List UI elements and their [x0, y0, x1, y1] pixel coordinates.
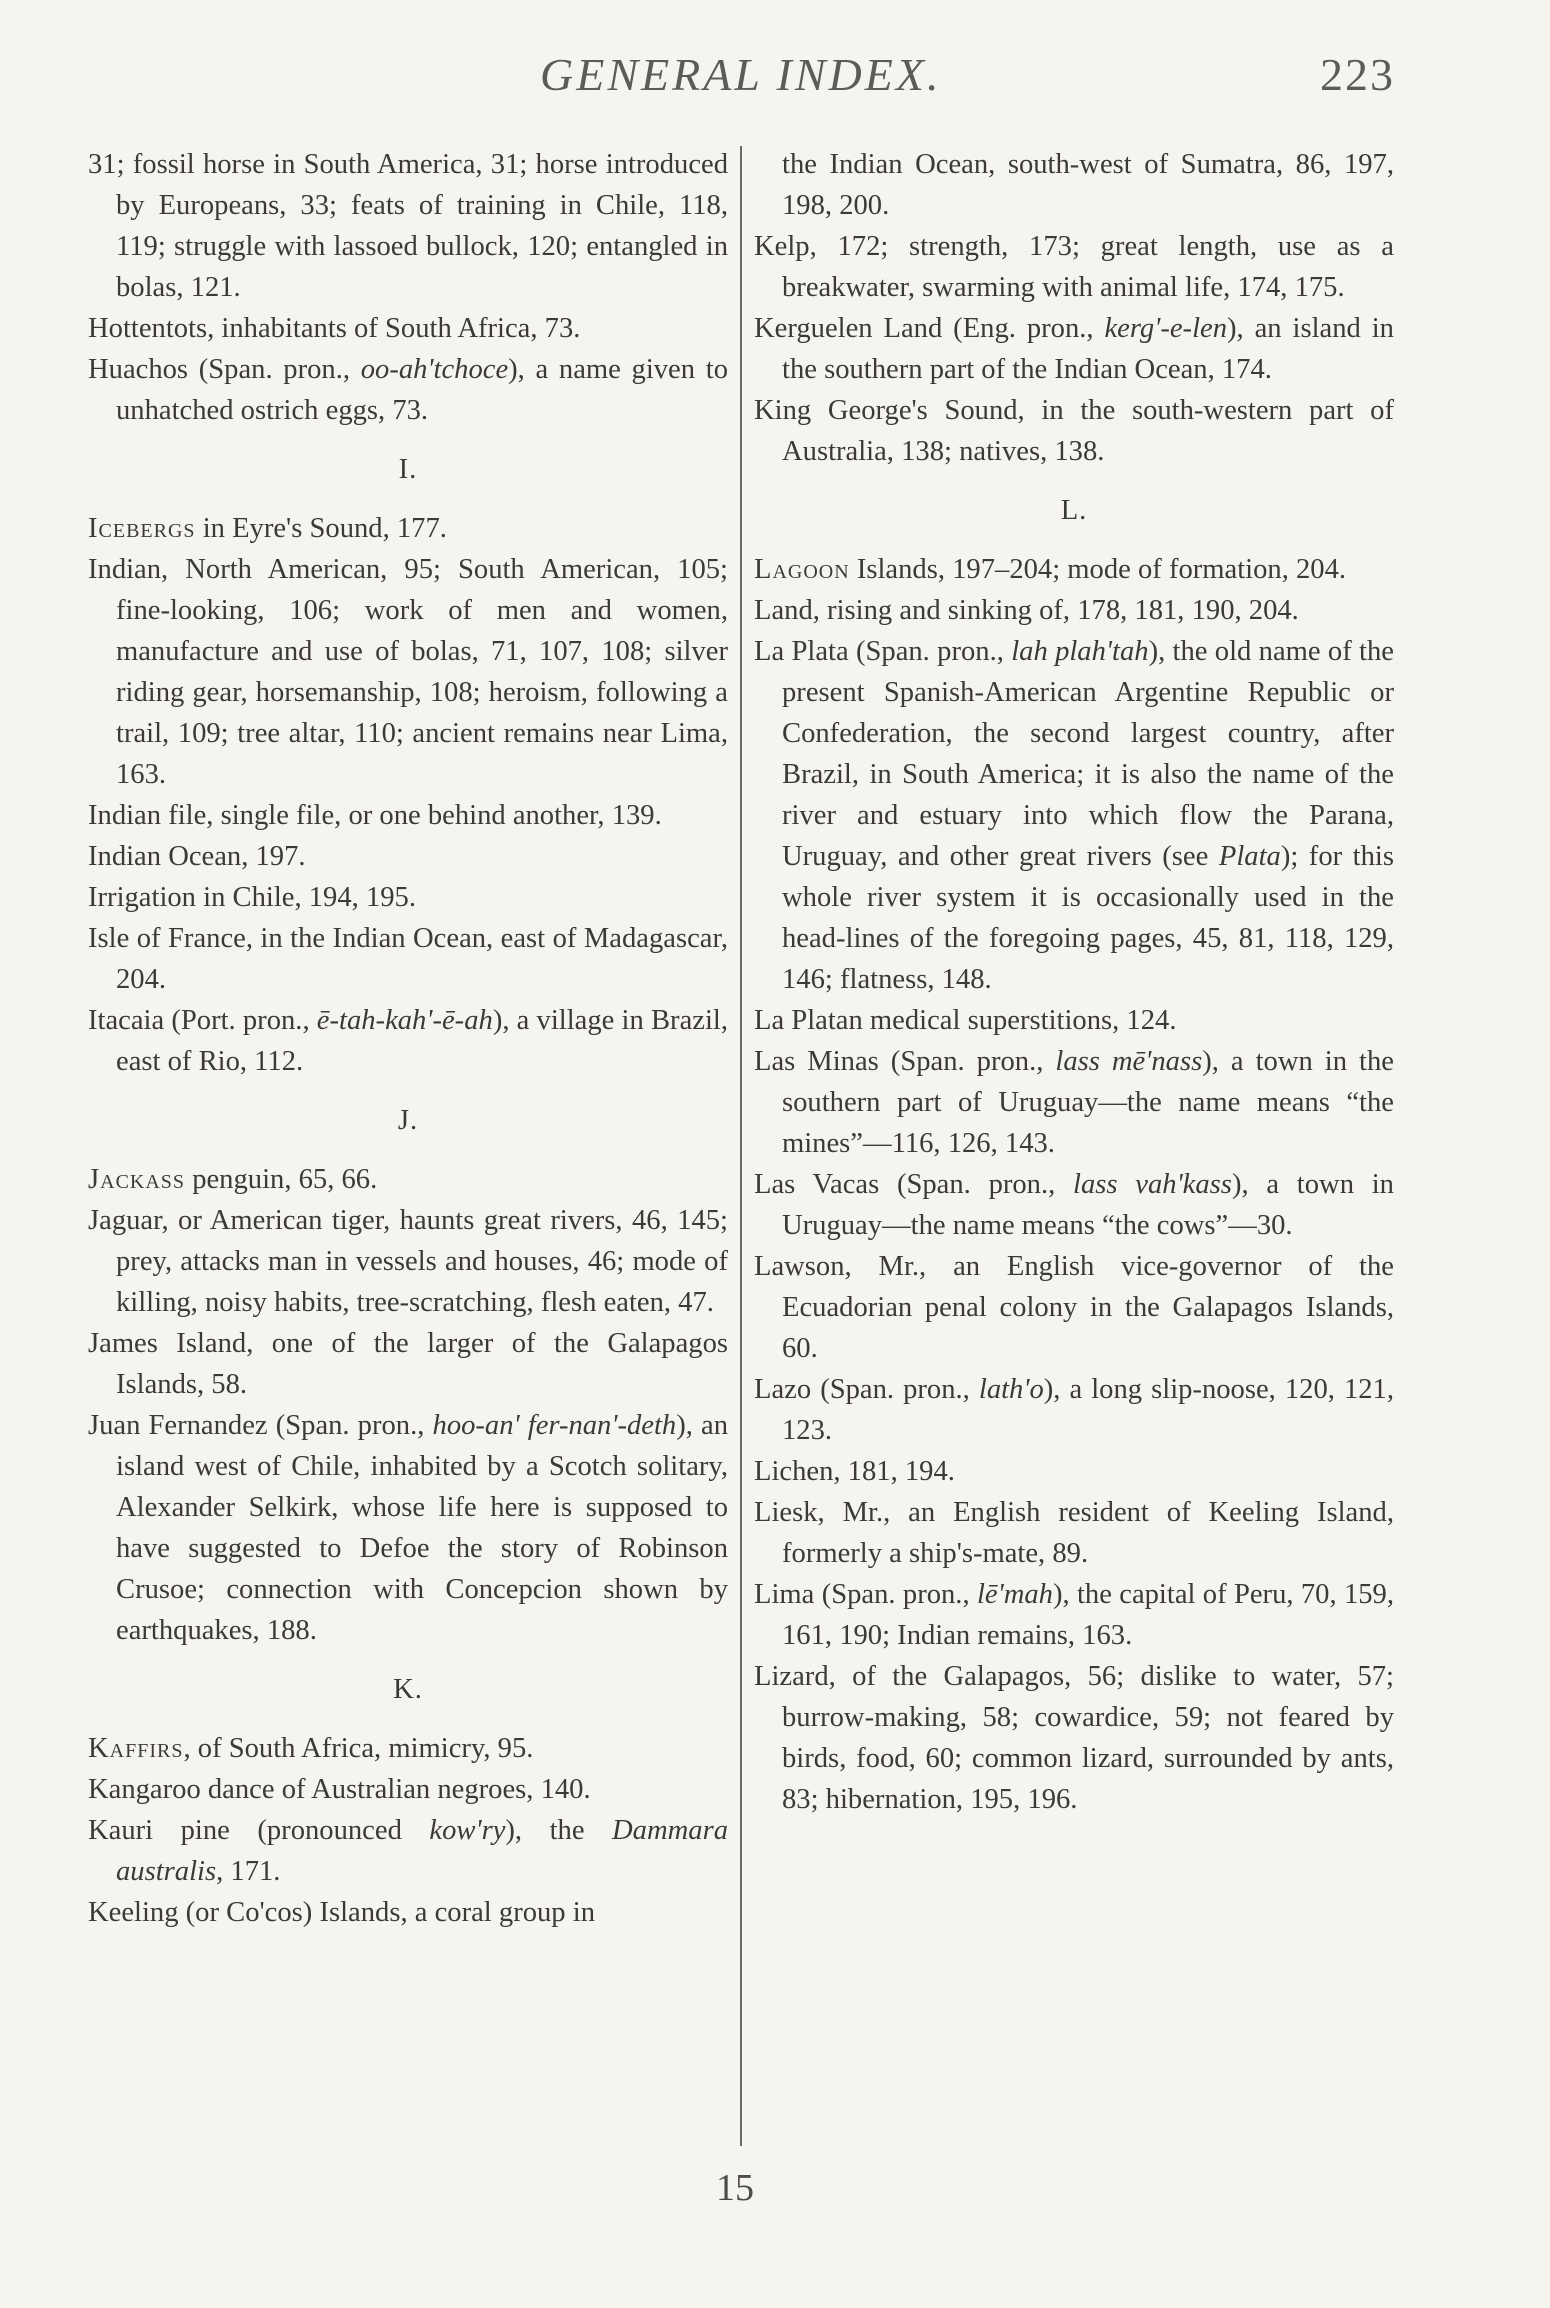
left-column	[88, 144, 728, 1933]
section-letter-j: J.	[397, 1105, 419, 1136]
column-divider	[740, 146, 742, 2146]
page-number: 223	[1320, 49, 1395, 100]
index-entry-james-island: James Island, one of the larger of the Galapagos Islands, 58.	[88, 1328, 728, 1400]
index-entry-indian-file: Indian file, single file, or one behind another, 139.	[88, 800, 662, 831]
section-letter-i: I.	[398, 454, 418, 485]
running-title: GENERAL INDEX.	[540, 49, 942, 100]
index-entry-lagoon: Lagoon Islands, 197–204; mode of formation, 204.	[754, 554, 1347, 585]
index-entry-las-minas: Las Minas (Span. pron., lass mē'nass), a town in the southern part of Uruguay—the name means “the mines”—116, 126, 143.	[754, 1046, 1394, 1159]
index-entry-king-george: King George's Sound, in the south-western part of Australia, 138; natives, 138.	[754, 395, 1394, 467]
index-entry-la-platan: La Platan medical superstitions, 124.	[754, 1005, 1177, 1036]
index-entry-jaguar: Jaguar, or American tiger, haunts great rivers, 46, 145; prey, attacks man in vessels and houses, 46; mode of killing, noisy habits, tree-scratching, flesh eaten, 47.	[88, 1205, 728, 1318]
index-entry-lazo: Lazo (Span. pron., lath'o), a long slip-noose, 120, 121, 123.	[754, 1374, 1394, 1446]
index-entry-kelp: Kelp, 172; strength, 173; great length, use as a breakwater, swarming with animal life, 174, 175.	[754, 231, 1394, 303]
index-entry-lima: Lima (Span. pron., lē'mah), the capital of Peru, 70, 159, 161, 190; Indian remains, 163.	[754, 1579, 1394, 1651]
index-entry-keeling-cont: the Indian Ocean, south-west of Sumatra, 86, 197, 198, 200.	[782, 149, 1394, 221]
index-entry-hottentots: Hottentots, inhabitants of South Africa, 73.	[88, 313, 581, 344]
index-entry-keeling: Keeling (or Co'cos) Islands, a coral group in	[88, 1897, 595, 1928]
index-entry-jackass: Jackass penguin, 65, 66.	[88, 1164, 378, 1195]
index-entry-kauri: Kauri pine (pronounced kow'ry), the Dammara australis, 171.	[88, 1815, 728, 1887]
index-entry-irrigation: Irrigation in Chile, 194, 195.	[88, 882, 416, 913]
section-letter-k: K.	[393, 1674, 423, 1705]
section-letter-l: L.	[1060, 495, 1088, 526]
index-entry-indian: Indian, North American, 95; South American, 105; fine-looking, 106; work of men and women, manufacture and use of bolas, 71, 107, 108; silver riding gear, horsemanship, 108; heroism, following a trail, 109; tree altar, 110; ancient remains near Lima, 163.	[88, 554, 728, 790]
right-column	[754, 144, 1394, 1820]
signature-mark: 15	[716, 2167, 754, 2209]
index-entry-horse-cont: 31; fossil horse in South America, 31; horse introduced by Europeans, 33; feats of training in Chile, 118, 119; struggle with lassoed bullock, 120; entangled in bolas, 121.	[88, 149, 728, 303]
index-entry-itacaia: Itacaia (Port. pron., ē-tah-kah'-ē-ah), a village in Brazil, east of Rio, 112.	[88, 1005, 728, 1077]
index-entry-huachos: Huachos (Span. pron., oo-ah'tchoce), a name given to unhatched ostrich eggs, 73.	[88, 354, 728, 426]
index-entry-indian-ocean: Indian Ocean, 197.	[88, 841, 306, 872]
index-entry-land: Land, rising and sinking of, 178, 181, 190, 204.	[754, 595, 1299, 626]
index-entry-las-vacas: Las Vacas (Span. pron., lass vah'kass), a town in Uruguay—the name means “the cows”—30.	[754, 1169, 1394, 1241]
index-entry-lichen: Lichen, 181, 194.	[754, 1456, 955, 1487]
index-entry-isle-of-france: Isle of France, in the Indian Ocean, east of Madagascar, 204.	[88, 923, 728, 995]
index-entry-la-plata: La Plata (Span. pron., lah plah'tah), the old name of the present Spanish-American Argentine Republic or Confederation, the second largest country, after Brazil, in South America; it is also the name of the river and estuary into which flow the Parana, Uruguay, and other great rivers (see Plata); for this whole river system it is occasionally used in the head-lines of the foregoing pages, 45, 81, 118, 129, 146; flatness, 148.	[754, 636, 1394, 995]
index-entry-kangaroo: Kangaroo dance of Australian negroes, 140.	[88, 1774, 591, 1805]
page-header	[0, 48, 1550, 108]
index-entry-liesk: Liesk, Mr., an English resident of Keeling Island, formerly a ship's-mate, 89.	[754, 1497, 1394, 1569]
index-entry-juan-fernandez: Juan Fernandez (Span. pron., hoo-an' fer-nan'-deth), an island west of Chile, inhabited by a Scotch solitary, Alexander Selkirk, whose life here is supposed to have suggested to Defoe the story of Robinson Crusoe; connection with Concepcion shown by earthquakes, 188.	[88, 1410, 728, 1646]
index-entry-kaffirs: Kaffirs, of South Africa, mimicry, 95.	[88, 1733, 534, 1764]
index-entry-kerguelen: Kerguelen Land (Eng. pron., kerg'-e-len), an island in the southern part of the Indian Ocean, 174.	[754, 313, 1394, 385]
index-entry-icebergs: Icebergs in Eyre's Sound, 177.	[88, 513, 447, 544]
index-entry-lawson: Lawson, Mr., an English vice-governor of the Ecuadorian penal colony in the Galapagos Islands, 60.	[754, 1251, 1394, 1364]
index-entry-lizard: Lizard, of the Galapagos, 56; dislike to water, 57; burrow-making, 58; cowardice, 59; not feared by birds, food, 60; common lizard, surrounded by ants, 83; hibernation, 195, 196.	[754, 1661, 1394, 1815]
